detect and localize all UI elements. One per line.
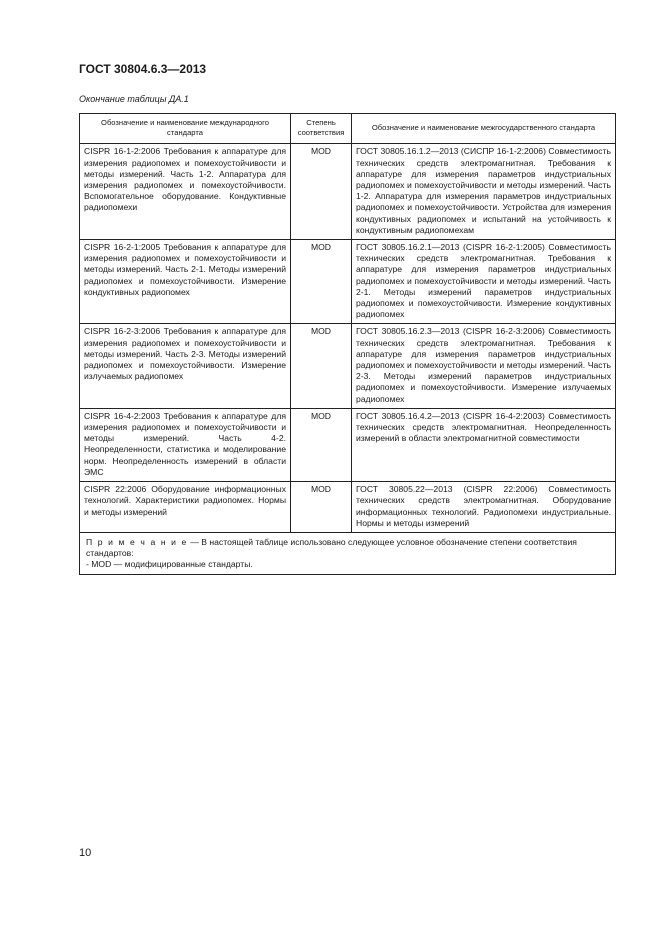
standards-table (79, 113, 616, 575)
header-degree: Степень соответствия (291, 114, 352, 144)
table-row (80, 240, 616, 324)
interstate-standard-cell: ГОСТ 30805.16.2.1—2013 (CISPR 16-2-1:2005) Совместимость технических средств электромагнитная. Требования к аппаратуре для измерения параметров индустриальных радиопомех и помехоустойчивости и методы измерений. Часть 2-1. Методы измерений параметров индустриальных радиопомех и помехоустойчивости. Измерение кондуктивных радиопомех (352, 240, 616, 324)
degree-cell: MOD (291, 324, 352, 408)
note-label: П р и м е ч а н и е (86, 536, 188, 547)
interstate-standard-cell: ГОСТ 30805.16.1.2—2013 (СИСПР 16-1-2:2006) Совместимость технических средств электромагнитная. Требования к аппаратуре для измерения параметров индустриальных радиопомех и помехоустойчивости и методы измерений. Часть 1-2. Аппаратура для измерения параметров индустриальных радиопомех и помехоустойчивости. Устройства для измерения кондуктивных радиопомех и испытаний на устойчивость к кондуктивным радиопомехам (352, 144, 616, 240)
document-header: ГОСТ 30804.6.3—2013 (79, 62, 207, 76)
intl-standard-cell: CISPR 22:2006 Оборудование информационных технологий. Характеристики радиопомех. Нормы и методы измерений (80, 482, 291, 533)
intl-standard-cell: CISPR 16-2-1:2005 Требования к аппаратуре для измерения радиопомех и помехоустойчивости и методы измерений. Часть 2-1. Методы измерений радиопомех и помехоустойчивости. Измерение кондуктивных радиопомех (80, 240, 291, 324)
table-caption: Окончание таблицы ДА.1 (79, 94, 189, 104)
intl-standard-cell: CISPR 16-1-2:2006 Требования к аппаратуре для измерения радиопомех и помехоустойчивости и методы измерений. Часть 1-2. Аппаратура для измерения радиопомех и помехоустойчивости. Вспомогательное оборудование. Кондуктивные радиопомехи (80, 144, 291, 240)
table-row (80, 408, 616, 481)
intl-standard-cell: CISPR 16-4-2:2003 Требования к аппаратуре для измерения радиопомех и помехоустойчивости и методы измерений. Часть 4-2. Неопределенности, статистика и моделирование норм. Неопределенность измерений в области ЭМС (80, 408, 291, 481)
table-row (80, 144, 616, 240)
interstate-standard-cell: ГОСТ 30805.16.2.3—2013 (CISPR 16-2-3:2006) Совместимость технических средств электромагнитная. Требования к аппаратуре для измерения параметров индустриальных радиопомех и помехоустойчивости и методы измерений. Часть 2-3. Методы измерений параметров индустриальных радиопомех и помехоустойчивости. Измерение излучаемых радиопомех (352, 324, 616, 408)
interstate-standard-cell: ГОСТ 30805.16.4.2—2013 (CISPR 16-4-2:2003) Совместимость технических средств электромагнитная. Неопределенность измерений в области электромагнитной совместимости (352, 408, 616, 481)
table-header-row (80, 114, 616, 144)
degree-cell: MOD (291, 240, 352, 324)
degree-cell: MOD (291, 144, 352, 240)
note-text: — В настоящей таблице использовано следующее условное обозначение степени соответствия стандартов: (86, 536, 577, 559)
header-interstate-standard: Обозначение и наименование межгосударственного стандарта (352, 114, 616, 144)
table-row (80, 482, 616, 533)
table-row (80, 324, 616, 408)
degree-cell: MOD (291, 482, 352, 533)
degree-cell: MOD (291, 408, 352, 481)
page-number: 10 (79, 847, 92, 859)
intl-standard-cell: CISPR 16-2-3:2006 Требования к аппаратуре для измерения радиопомех и помехоустойчивости и методы измерений. Часть 2-3. Методы измерений радиопомех и помехоустойчивости. Измерение излучаемых радиопомех (80, 324, 291, 408)
note-item: - MOD — модифицированные стандарты. (86, 559, 253, 570)
note-body (86, 537, 609, 559)
table-note-row (80, 532, 616, 574)
interstate-standard-cell: ГОСТ 30805.22—2013 (CISPR 22:2006) Совместимость технических средств электромагнитная. Оборудование информационных технологий. Радиопомехи индустриальные. Нормы и методы измерений (352, 482, 616, 533)
table-note (80, 532, 616, 574)
header-intl-standard: Обозначение и наименование международного стандарта (80, 114, 291, 144)
